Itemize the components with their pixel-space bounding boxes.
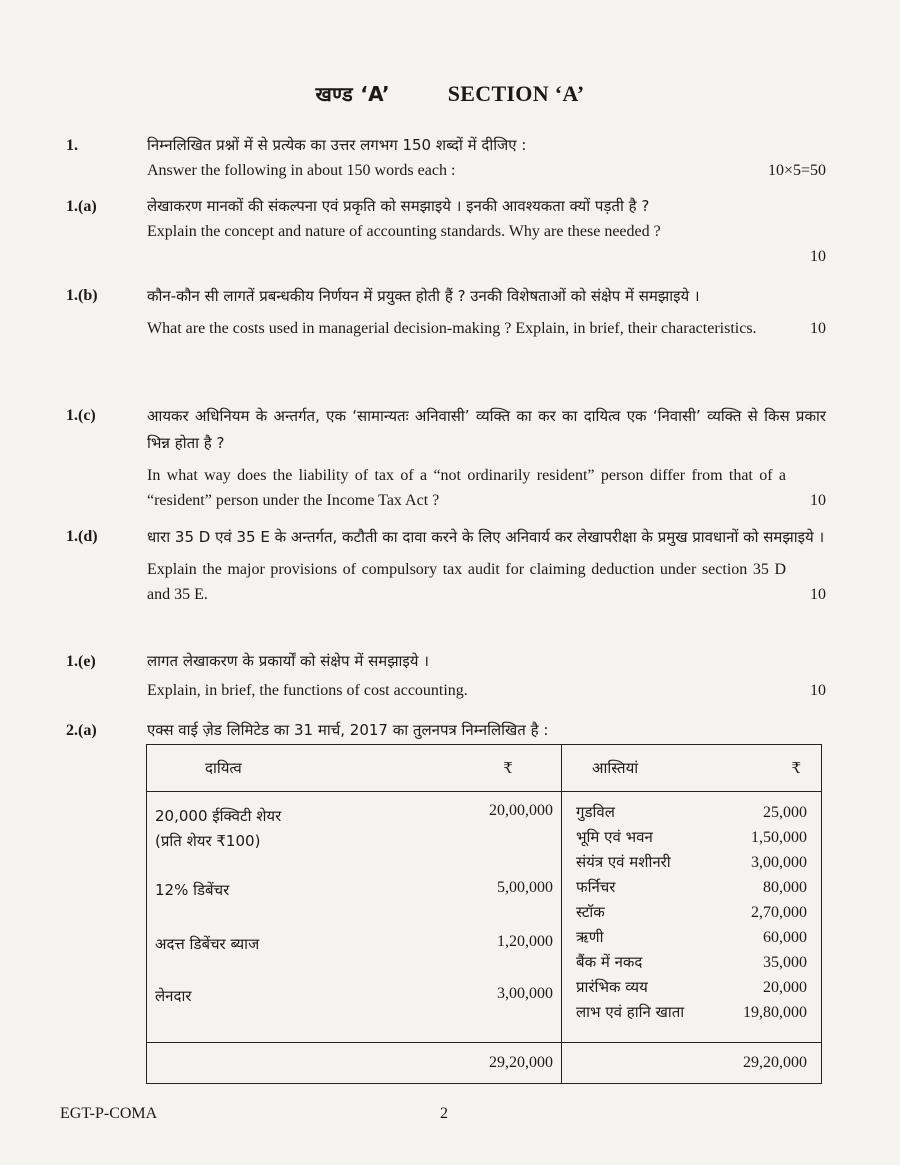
question-number: 1.(e) xyxy=(66,653,96,670)
question-number: 1.(c) xyxy=(66,407,96,424)
marks: 10 xyxy=(810,492,826,509)
section-heading-english: SECTION ‘A’ xyxy=(447,81,585,106)
marks: 10 xyxy=(810,682,826,699)
asset-amount: 25,000 xyxy=(763,804,807,821)
liability-amount: 5,00,000 xyxy=(497,879,553,896)
liability-label: (प्रति शेयर ₹100) xyxy=(155,832,261,850)
asset-amount: 1,50,000 xyxy=(751,829,807,846)
table-body-row xyxy=(147,792,822,1043)
liabilities-amounts xyxy=(413,792,562,1043)
section-heading-hindi: खण्ड ‘A’ xyxy=(315,82,390,106)
marks: 10×5=50 xyxy=(767,162,826,179)
asset-row xyxy=(576,825,807,850)
table-header-row xyxy=(147,745,822,792)
assets-list xyxy=(562,792,822,1043)
liability-label: अदत्त डिबेंचर ब्याज xyxy=(155,935,260,953)
question-text-english: Explain, in brief, the functions of cost accounting. xyxy=(147,682,468,699)
question-1d xyxy=(66,524,826,634)
question-text-hindi: लागत लेखाकरण के प्रकार्यों को संक्षेप में समझाइये । xyxy=(147,652,429,670)
asset-amount: 3,00,000 xyxy=(751,854,807,871)
question-1a xyxy=(66,194,826,264)
question-text-hindi: धारा 35 D एवं 35 E के अन्तर्गत, कटौती का दावा करने के लिए अनिवार्य कर लेखापरीक्षा के प्रमुख प्रावधानों को समझाइये । xyxy=(147,528,825,546)
question-text-hindi: एक्स वाई ज़ेड लिमिटेड का 31 मार्च, 2017 का तुलनपत्र निम्नलिखित है : xyxy=(147,721,549,739)
liability-amount: 1,20,000 xyxy=(497,933,553,950)
question-1 xyxy=(66,133,826,185)
question-number: 1.(a) xyxy=(66,198,97,215)
marks: 10 xyxy=(810,320,826,337)
asset-amount: 60,000 xyxy=(763,929,807,946)
asset-row xyxy=(576,1000,807,1025)
asset-label: प्रारंभिक व्यय xyxy=(576,978,648,996)
asset-amount: 2,70,000 xyxy=(751,904,807,921)
asset-row xyxy=(576,875,807,900)
liability-amount: 3,00,000 xyxy=(497,985,553,1002)
total-assets: 29,20,000 xyxy=(743,1054,807,1071)
balance-sheet-table xyxy=(146,744,822,1084)
question-number: 1.(d) xyxy=(66,528,98,545)
asset-label: बैंक में नकद xyxy=(576,953,643,971)
question-text-english: Explain the major provisions of compulsory tax audit for claiming deduction under section 35 D and 35 E. xyxy=(147,561,786,603)
question-text-hindi: निम्नलिखित प्रश्नों में से प्रत्येक का उत्तर लगभग 150 शब्दों में दीजिए : xyxy=(147,136,527,154)
question-text-hindi: आयकर अधिनियम के अन्तर्गत, एक ‘सामान्यतः अनिवासी’ व्यक्ति का कर का दायित्व एक ‘निवासी’ व्यक्ति से किस प्रकार भिन्न होता है ? xyxy=(147,407,826,452)
total-liabilities: 29,20,000 xyxy=(413,1043,562,1084)
liability-label: 20,000 ईक्विटी शेयर xyxy=(155,807,282,825)
liability-amount: 20,00,000 xyxy=(489,802,553,819)
asset-row xyxy=(576,975,807,1000)
asset-label: गुडविल xyxy=(576,803,615,821)
section-heading xyxy=(0,80,900,107)
asset-row xyxy=(576,950,807,975)
page-number: 2 xyxy=(440,1105,448,1122)
asset-amount: 80,000 xyxy=(763,879,807,896)
asset-amount: 19,80,000 xyxy=(743,1004,807,1021)
question-text-english: In what way does the liability of tax of a “not ordinarily resident” person differ from that of a “resident” person under the Income Tax Act ? xyxy=(147,467,786,509)
question-text-hindi: कौन-कौन सी लागतें प्रबन्धकीय निर्णयन में प्रयुक्त होती हैं ? उनकी विशेषताओं को संक्षेप में समझाइये । xyxy=(147,287,700,305)
liability-label: लेनदार xyxy=(155,987,192,1005)
total-assets-spacer xyxy=(562,1043,714,1084)
table-total-row xyxy=(147,1043,822,1084)
liabilities-labels xyxy=(147,792,414,1043)
question-1c xyxy=(66,403,826,513)
asset-row xyxy=(576,850,807,875)
marks: 10 xyxy=(810,586,826,603)
total-label-empty xyxy=(147,1043,414,1084)
asset-label: फर्निचर xyxy=(576,878,616,896)
question-number: 2.(a) xyxy=(66,722,97,739)
asset-amount: 20,000 xyxy=(763,979,807,996)
question-text-english: Answer the following in about 150 words each : xyxy=(147,162,456,179)
header-rupee: ₹ xyxy=(713,745,822,792)
question-2a xyxy=(66,718,826,746)
asset-row xyxy=(576,900,807,925)
question-text-english: What are the costs used in managerial decision-making ? Explain, in brief, their characteristics. xyxy=(147,320,757,337)
paper-code: EGT-P-COMA xyxy=(60,1105,158,1122)
asset-amount: 35,000 xyxy=(763,954,807,971)
asset-row xyxy=(576,800,807,825)
liability-label: 12% डिबेंचर xyxy=(155,881,230,899)
asset-label: भूमि एवं भवन xyxy=(576,828,653,846)
question-1b xyxy=(66,283,826,393)
question-1e xyxy=(66,649,826,701)
asset-label: ऋणी xyxy=(576,928,604,946)
asset-row xyxy=(576,925,807,950)
asset-label: स्टॉक xyxy=(576,903,605,921)
asset-label: लाभ एवं हानि खाता xyxy=(576,1003,685,1021)
question-number: 1. xyxy=(66,137,78,154)
header-assets: आस्तियां xyxy=(562,745,714,792)
header-rupee: ₹ xyxy=(413,745,562,792)
header-liabilities: दायित्व xyxy=(147,745,414,792)
question-text-hindi: लेखाकरण मानकों की संकल्पना एवं प्रकृति को समझाइये । इनकी आवश्यकता क्यों पड़ती है ? xyxy=(147,197,650,215)
question-number: 1.(b) xyxy=(66,287,98,304)
question-text-english: Explain the concept and nature of accounting standards. Why are these needed ? xyxy=(147,223,661,240)
marks: 10 xyxy=(810,248,826,265)
asset-label: संयंत्र एवं मशीनरी xyxy=(576,853,671,871)
